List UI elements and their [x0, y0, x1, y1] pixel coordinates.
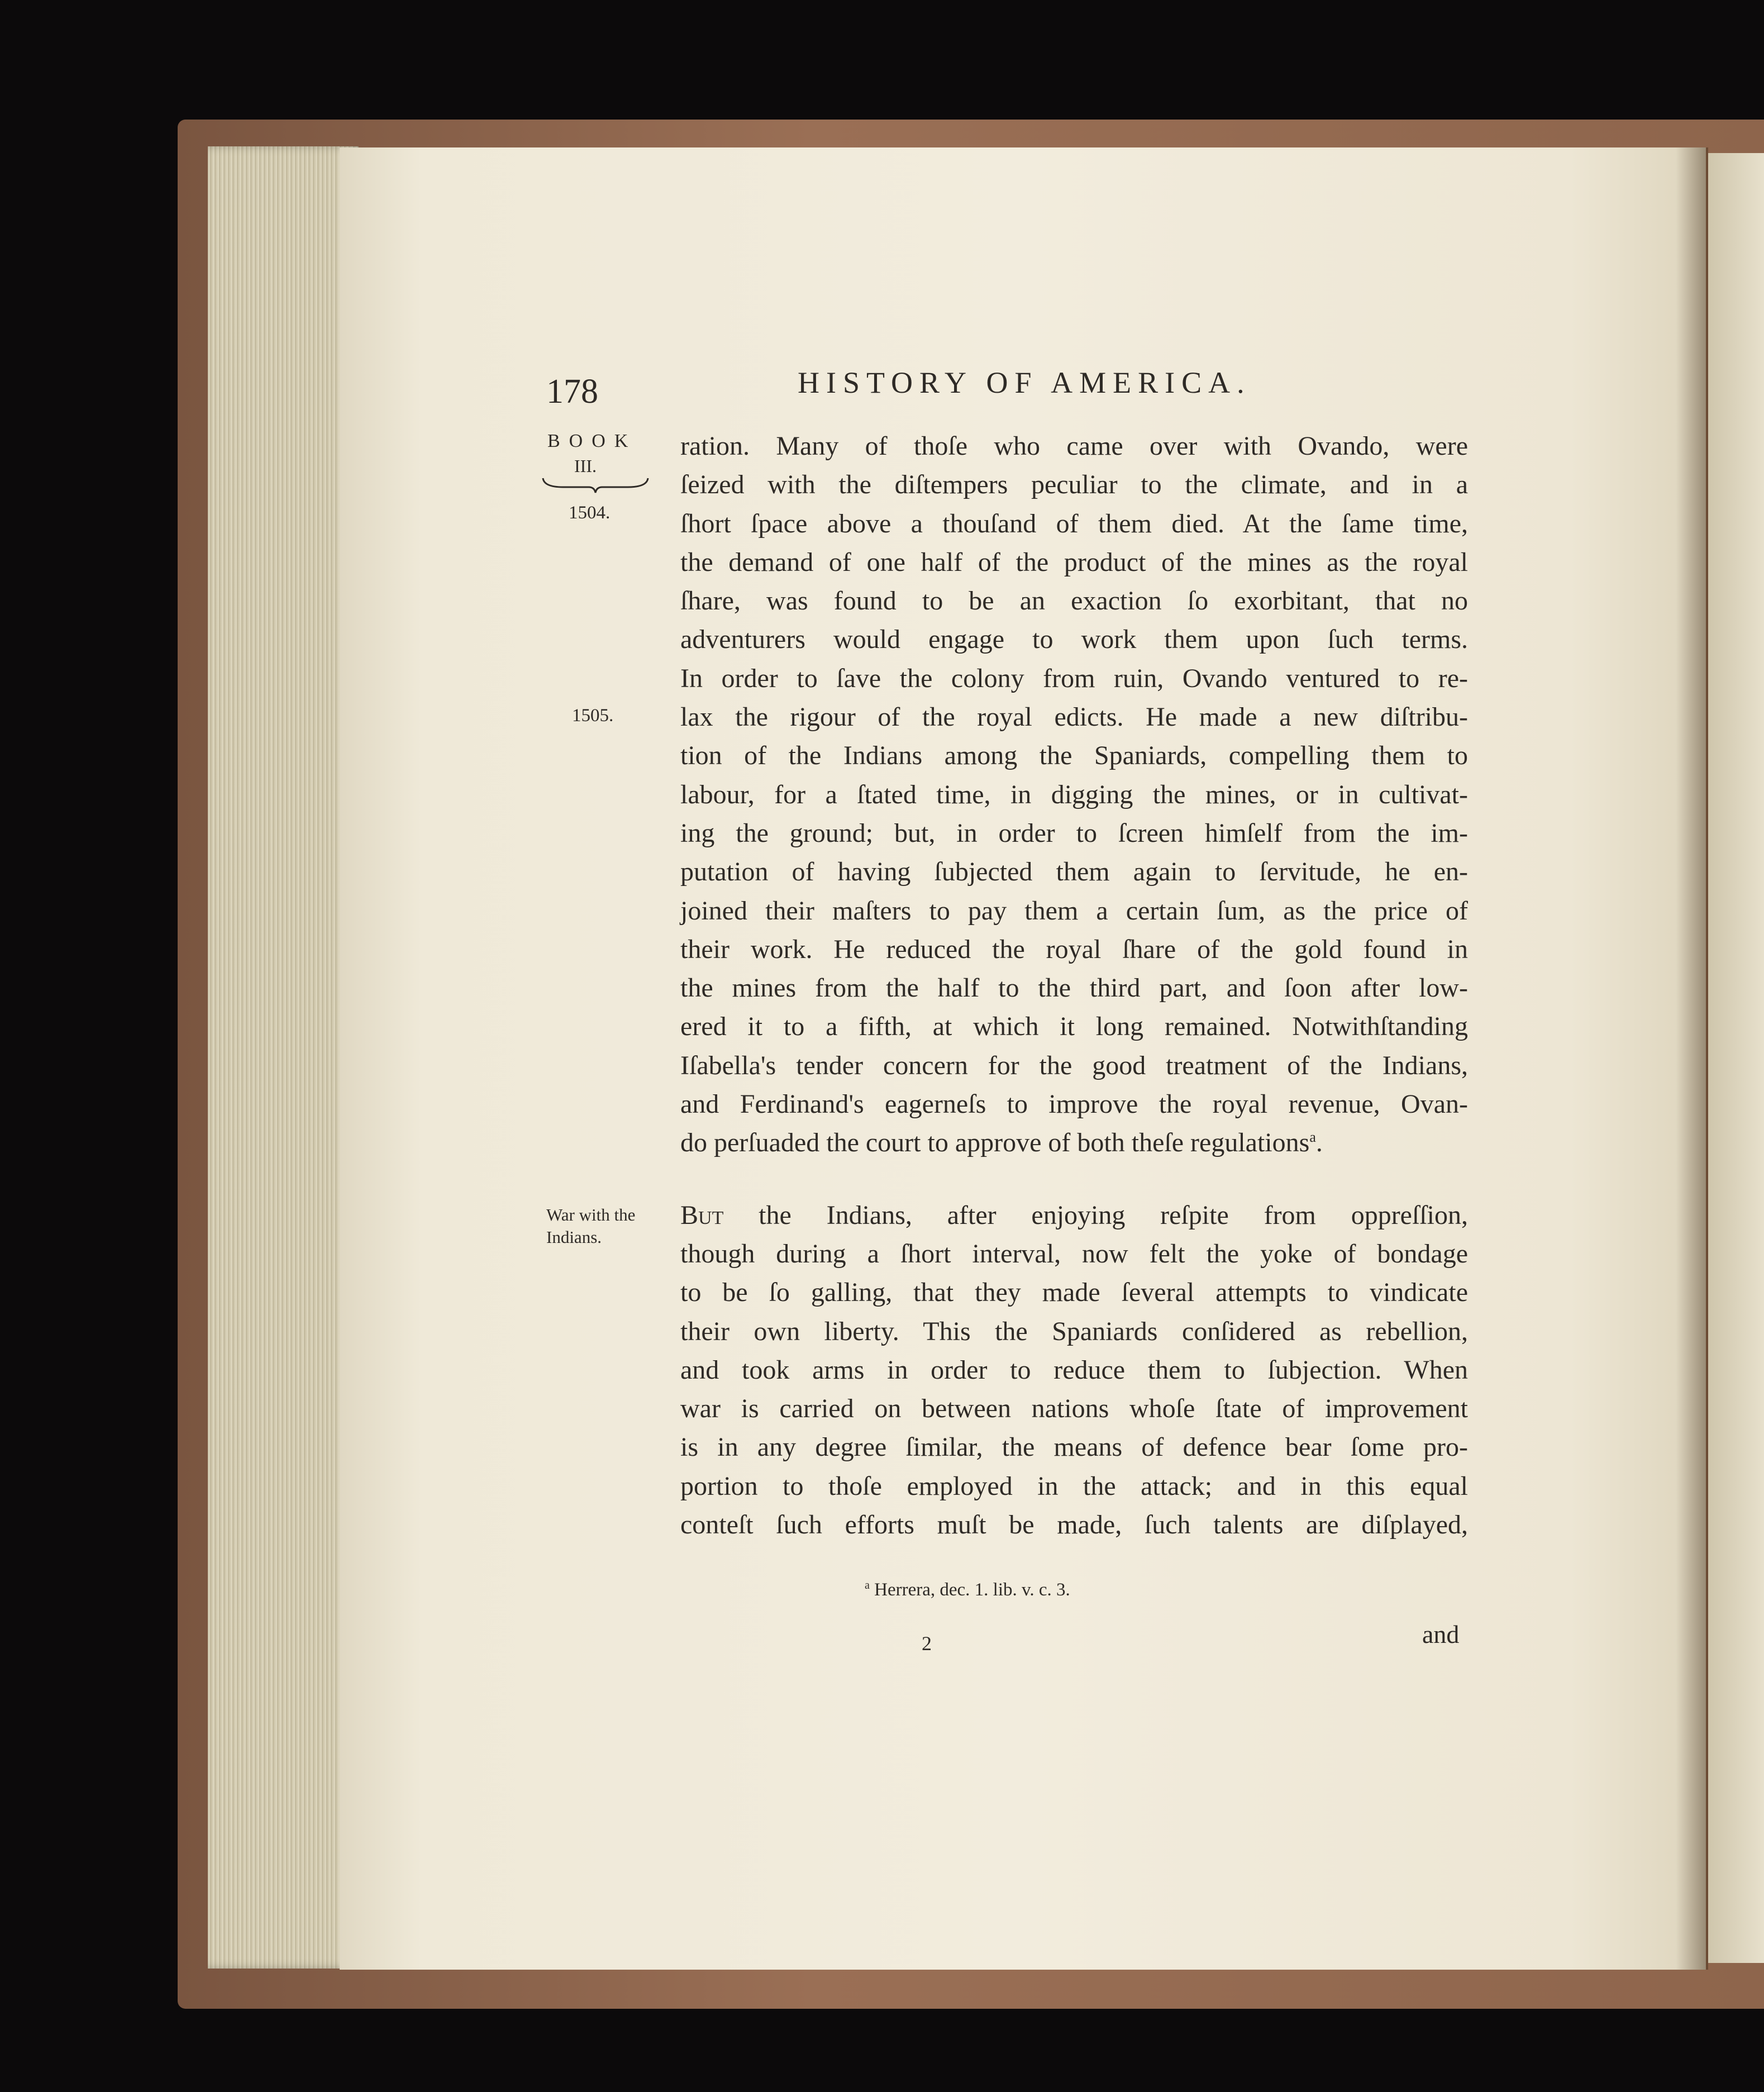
text-line: joined their maſters to pay them a certain ſum, as the price of — [680, 895, 1468, 926]
book-number: III. — [574, 456, 597, 476]
text-line: though during a ſhort interval, now felt the yoke of bondage — [680, 1238, 1468, 1269]
footnote — [865, 1581, 1070, 1599]
paragraph-gap — [680, 1162, 1468, 1196]
footnote-ref: a — [1309, 1129, 1316, 1146]
text-line: conteſt ſuch efforts muſt be made, ſuch talents are diſplayed, — [680, 1510, 1468, 1540]
catchword: and — [1422, 1620, 1460, 1648]
running-head: HISTORY OF AMERICA. — [798, 366, 1251, 399]
text-line: Iſabella's tender concern for the good treatment of the Indians, — [680, 1050, 1468, 1080]
brace-icon — [541, 475, 650, 495]
text-line: ing the ground; but, in order to ſcreen himſelf from the im- — [680, 818, 1468, 848]
text-line: their work. He reduced the royal ſhare of the gold found in — [680, 934, 1468, 964]
gutter-shadow — [1676, 147, 1708, 1970]
page-number: 178 — [546, 373, 598, 411]
text-line: ration. Many of thoſe who came over with Ovando, were — [680, 431, 1468, 461]
text-line: labour, for a ſtated time, in digging the mines, or in cultivat- — [680, 779, 1468, 809]
margin-year-1505: 1505. — [572, 706, 614, 726]
text-line: war is carried on between nations whoſe ſtate of improvement — [680, 1394, 1468, 1424]
text-line — [680, 1196, 1468, 1235]
margin-sidenote — [546, 1204, 635, 1248]
sidenote-line: War with the — [546, 1205, 636, 1224]
facing-page-edge — [1708, 153, 1764, 1963]
margin-year-1504: 1504. — [569, 503, 611, 523]
text-line: ered it to a fifth, at which it long remained. Notwithſtanding — [680, 1012, 1468, 1042]
text-line: the mines from the half to the third part, and ſoon after low- — [680, 973, 1468, 1003]
text-line: the Indians, after enjoying reſpite from oppreſſion, — [723, 1200, 1468, 1230]
text-line: tion of the Indians among the Spaniards, compelling them to — [680, 741, 1468, 771]
text-line: lax the rigour of the royal edicts. He made a new diſtribu- — [680, 702, 1468, 732]
body-text — [680, 427, 1468, 1544]
book-label: BOOK — [547, 431, 637, 451]
text-line: adventurers would engage to work them upon ſuch terms. — [680, 625, 1468, 655]
text-line: portion to thoſe employed in the attack; and in this equal — [680, 1471, 1468, 1501]
text-line: ſhare, was found to be an exaction ſo exorbitant, that no — [680, 586, 1468, 616]
text-line: ſeized with the diſtempers peculiar to the climate, and in a — [680, 470, 1468, 500]
sidenote-line: Indians. — [546, 1227, 602, 1247]
text-line: putation of having ſubjected them again to ſervitude, he en- — [680, 857, 1468, 887]
text-line: do perſuaded the court to approve of both theſe regulations — [680, 1128, 1310, 1158]
text-line: is in any degree ſimilar, the means of defence bear ſome pro- — [680, 1432, 1468, 1462]
page-edges — [208, 146, 359, 1969]
footnote-marker: a — [865, 1579, 870, 1591]
footnote-text: Herrera, dec. 1. lib. v. c. 3. — [869, 1580, 1070, 1600]
text-line: their own liberty. This the Spaniards conſidered as rebellion, — [680, 1316, 1468, 1346]
text-line: and Ferdinand's eagerneſs to improve the royal revenue, Ovan- — [680, 1089, 1468, 1119]
small-caps-opening: But — [680, 1200, 724, 1230]
text-line: ſhort ſpace above a thouſand of them died. At the ſame time, — [680, 508, 1468, 539]
text-line-last: do perſuaded the court to approve of both theſe regulations$^a$. — [680, 1128, 1323, 1158]
text-line: In order to ſave the colony from ruin, Ovando ventured to re- — [680, 663, 1468, 693]
text-line: and took arms in order to reduce them to ſubjection. When — [680, 1355, 1468, 1385]
text-line: to be ſo galling, that they made ſeveral attempts to vindicate — [680, 1278, 1468, 1308]
text-line: the demand of one half of the product of the mines as the royal — [680, 547, 1468, 577]
signature-mark: 2 — [922, 1632, 932, 1655]
